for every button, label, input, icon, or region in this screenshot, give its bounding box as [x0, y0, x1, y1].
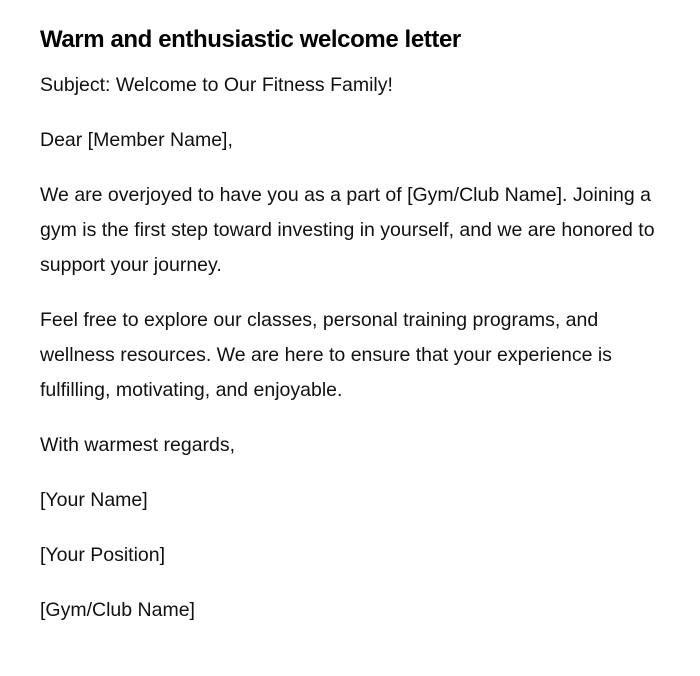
subject-line: Subject: Welcome to Our Fitness Family!	[40, 74, 393, 96]
greeting: Dear [Member Name],	[40, 129, 233, 151]
body-paragraph-2: Feel free to explore our classes, personal training programs, and wellness resources. We are here to ensure that your experience is fulfilling, motivating, and enjoyable.	[40, 309, 612, 401]
signature-organization: [Gym/Club Name]	[40, 599, 195, 621]
body-paragraph-1: We are overjoyed to have you as a part of [Gym/Club Name]. Joining a gym is the first step toward investing in yourself, and we are honored to support your journey.	[40, 184, 655, 276]
closing: With warmest regards,	[40, 434, 236, 456]
signature-position: [Your Position]	[40, 544, 166, 566]
letter-document	[40, 22, 660, 648]
document-title: Warm and enthusiastic welcome letter	[40, 26, 461, 53]
signature-name: [Your Name]	[40, 489, 148, 511]
